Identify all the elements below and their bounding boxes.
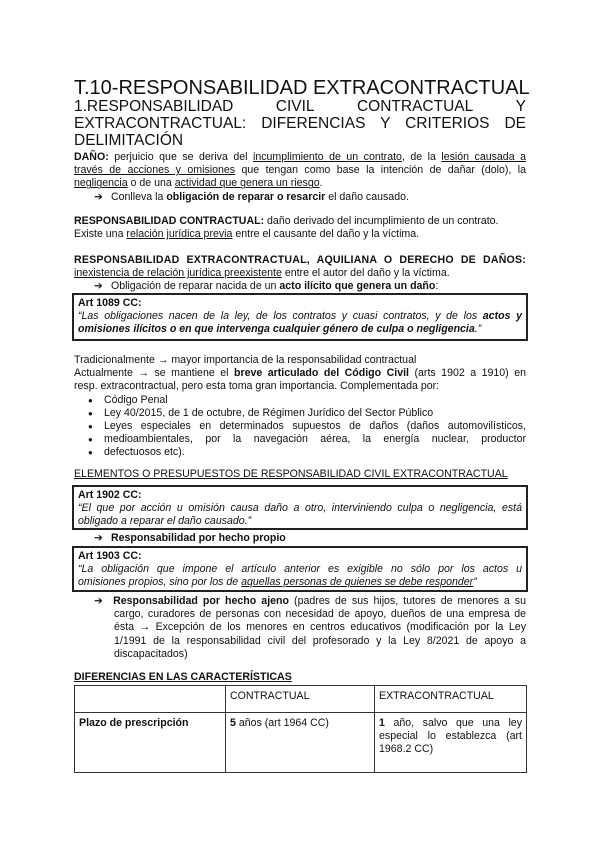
text: lesión causada a: [441, 151, 526, 163]
text: negligencia: [74, 177, 128, 190]
text: omisiones ilícitos o en que intervenga cualquier género de culpa o negligencia: [78, 323, 475, 336]
text: Obligación de reparar nacida de un: [110, 280, 280, 293]
text: .: [319, 177, 323, 190]
subtitle-line: EXTRACONTRACTUAL: DIFERENCIAS Y CRITERIOS DE: [74, 115, 526, 132]
subtitle-word: CONTRACTUAL: [356, 98, 474, 115]
subtitle-line: DELIMITACIÓN: [74, 132, 184, 149]
list-item: ● Código Penal: [84, 394, 526, 407]
list-item-continuation: [84, 433, 526, 446]
subtitle-word: Y: [515, 98, 526, 115]
text: aquellas personas de quienes se debe responder: [241, 576, 474, 589]
text: Conlleva la: [110, 190, 167, 203]
text: entre el causante del daño y la víctima.: [232, 228, 420, 241]
text: obligación de reparar o resarcir: [166, 190, 326, 203]
contractual-label: RESPONSABILIDAD CONTRACTUAL:: [74, 215, 265, 227]
text: :: [435, 280, 439, 293]
text: Existe una: [74, 228, 127, 241]
text: que tengan como base la intención de dañar (dolo), la: [235, 164, 526, 177]
text: entre el autor del daño y la víctima.: [281, 267, 450, 280]
diferencias-table: [74, 685, 527, 773]
table-header-cell: EXTRACONTRACTUAL: [375, 686, 527, 713]
text: ésta → Excepción de los menores en centros educativos (modificación por la Ley: [114, 621, 526, 634]
text: breve articulado del Código Civil: [233, 367, 409, 380]
page-title: T.10-RESPONSABILIDAD EXTRACONTRACTUAL: [74, 77, 530, 99]
elementos-heading: ELEMENTOS O PRESUPUESTOS DE RESPONSABILIDAD CIVIL EXTRACONTRACTUAL: [74, 468, 508, 480]
text: año, salvo que una ley: [384, 717, 522, 729]
diferencias-heading: DIFERENCIAS EN LAS CARACTERÍSTICAS: [74, 671, 292, 683]
complement-list: [74, 394, 526, 460]
text: (arts 1902 a 1910) en: [409, 367, 526, 380]
text: años (art 1964 CC): [235, 717, 329, 729]
text: Responsabilidad por hecho propio: [110, 532, 286, 544]
art-1903-box: [72, 546, 528, 592]
extracontractual-paragraph: [74, 254, 526, 294]
table-header-cell: CONTRACTUAL: [226, 686, 375, 713]
text: “El que por acción u omisión causa daño a otro, interviniendo culpa o negligencia, está: [78, 502, 522, 515]
text: obligado a reparar el daño causado.”: [78, 515, 252, 528]
dano-label: DAÑO:: [74, 151, 109, 163]
arrow-icon: ➔: [94, 532, 103, 544]
text: (padres de sus hijos, tutores de menores a su: [288, 595, 526, 607]
section-subtitle: [74, 98, 526, 149]
text: incumplimiento de un contrato: [252, 151, 402, 163]
art-heading: Art 1902 CC:: [78, 489, 142, 501]
text: ”: [473, 576, 477, 589]
art-heading: Art 1089 CC:: [78, 297, 142, 309]
text: defectuosos etc).: [104, 446, 185, 459]
text: o de una: [127, 177, 175, 190]
list-item: ● Leyes especiales en determinados supuestos de daños (daños automovilísticos,: [84, 420, 526, 433]
text: actos y: [482, 310, 522, 323]
text: .”: [474, 323, 482, 336]
table-header-cell: [75, 686, 226, 713]
text: 5: [230, 717, 236, 729]
text: → mayor importancia de la responsabilidad contractual: [154, 354, 417, 366]
subtitle-word: 1.RESPONSABILIDAD: [74, 98, 234, 115]
text: cargo, curadores de personas con necesidad de apoyo, dueños de una empresa de: [114, 608, 526, 621]
table-cell: [375, 713, 527, 773]
subtitle-word: CIVIL: [275, 98, 315, 115]
text: “Las obligaciones nacen de la ley, de los contratos y cuasi contratos, y de los: [78, 310, 483, 323]
text: omisiones propios, sino por los de: [78, 576, 242, 589]
text: medioambientales, por la navegación aérea, la energía nuclear, productor: [104, 433, 526, 446]
hecho-ajeno-paragraph: [94, 595, 526, 661]
extracontractual-label: RESPONSABILIDAD EXTRACONTRACTUAL, AQUILIANA O DERECHO DE DAÑOS:: [74, 254, 526, 266]
text: 1/1991 de la responsabilidad civil del profesorado y la Ley 8/2021 de apoyo a: [114, 634, 526, 647]
text: daño derivado del incumplimiento de un contrato.: [264, 215, 499, 227]
text: discapacitados): [114, 647, 188, 660]
text: Actualmente → se mantiene el: [74, 367, 234, 380]
list-item: ● Ley 40/2015, de 1 de octubre, de Régimen Jurídico del Sector Público: [84, 407, 526, 420]
text: través de acciones y omisiones: [74, 164, 236, 177]
art-1089-box: [72, 293, 528, 341]
text: 1968.2 CC): [379, 743, 434, 755]
text: acto ilícito que genera un daño: [279, 280, 436, 293]
art-1902-box: [72, 485, 528, 530]
dano-paragraph: [74, 151, 526, 204]
text: el daño causado.: [325, 190, 409, 203]
arrow-icon: ➔: [94, 190, 103, 203]
text: , de la: [401, 151, 442, 163]
arrow-icon: ➔: [94, 280, 103, 293]
text: Responsabilidad por hecho ajeno: [113, 595, 289, 607]
text: 1: [379, 717, 385, 729]
table-header-row: [75, 686, 527, 713]
contractual-paragraph: [74, 215, 526, 241]
list-item-continuation: [84, 446, 526, 459]
text: resp. extracontractual, pero esta toma gran importancia. Complementada por:: [74, 380, 440, 393]
text: relación jurídica previa: [126, 228, 233, 241]
art-heading: Art 1903 CC:: [78, 550, 142, 562]
table-row: [75, 713, 527, 773]
hecho-propio-line: [94, 532, 286, 545]
table-cell: [226, 713, 375, 773]
text: inexistencia de relación jurídica preexistente: [74, 267, 282, 280]
text: “La obligación que impone el artículo anterior es exigible no sólo por los actos u: [78, 563, 522, 576]
text: perjuicio que se deriva del: [108, 151, 253, 163]
text: Tradicionalmente: [74, 354, 155, 366]
arrow-icon: ➔: [94, 595, 103, 607]
text: actividad que genera un riesgo: [174, 177, 320, 190]
table-cell-label: Plazo de prescripción: [75, 713, 226, 773]
text: especial lo establezca (art: [379, 730, 522, 742]
tradicional-paragraph: [74, 354, 526, 460]
